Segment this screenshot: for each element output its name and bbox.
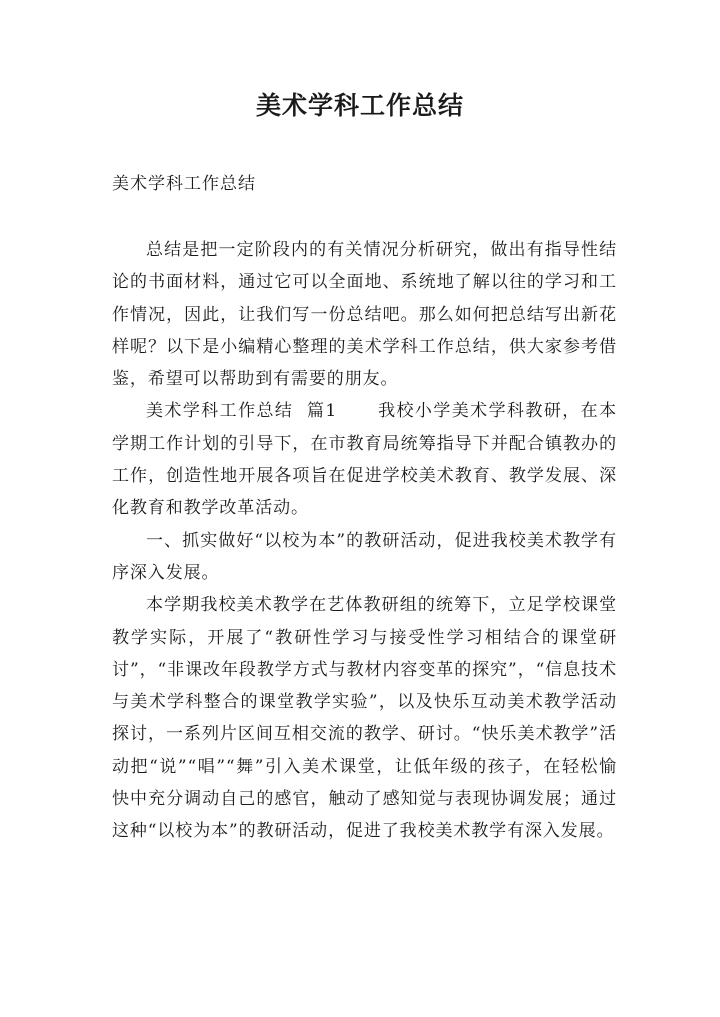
- paragraph-body-1: 本学期我校美术教学在艺体教研组的统筹下，立足学校课堂教学实际，开展了“教研性学习与接受性学习相结合的课堂研讨”，“非课改年段教学方式与教材内容变革的探究”，“信息技术与美术学科整合的课堂教学实验”，以及快乐互动美术教学活动探讨，一系列片区间互相交流的教学、研讨。“快乐美术教学”活动把“说”“唱”“舞”引入美术课堂，让低年级的孩子，在轻松愉快中充分调动自己的感官，触动了感知觉与表现协调发展；通过这种“以校为本”的教研活动，促进了我校美术教学有深入发展。: [112, 595, 617, 842]
- paragraph-intro: 总结是把一定阶段内的有关情况分析研究，做出有指导性结论的书面材料，通过它可以全面地、系统地了解以往的学习和工作情况，因此，让我们写一份总结吧。那么如何把总结写出新花样呢？以下是小编精心整理的美术学科工作总结，供大家参考借鉴，希望可以帮助到有需要的朋友。: [112, 240, 617, 390]
- document-body: [112, 234, 617, 848]
- paragraph-heading-1: 一、抓实做好“以校为本”的教研活动，促进我校美术教学有序深入发展。: [112, 530, 617, 583]
- paragraph-section-1: 美术学科工作总结 篇1 我校小学美术学科教研，在本学期工作计划的引导下，在市教育局统筹指导下并配合镇教办的工作，创造性地开展各项旨在促进学校美术教育、教学发展、深化教育和教学改革活动。: [112, 401, 617, 519]
- document-subtitle: 美术学科工作总结: [112, 174, 256, 194]
- document-title: 美术学科工作总结: [255, 91, 464, 120]
